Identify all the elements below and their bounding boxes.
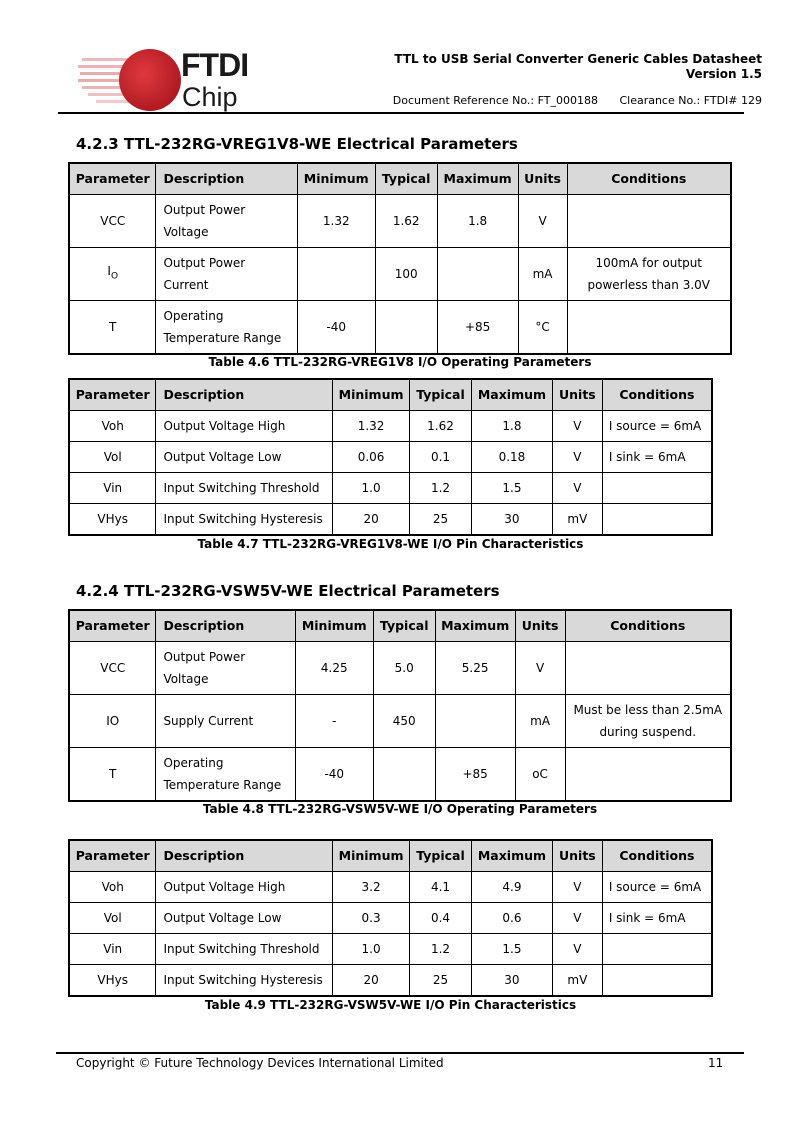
table-row (69, 442, 712, 473)
cell-typical: 1.62 (375, 195, 437, 248)
cell-description: Output Voltage High (156, 872, 333, 903)
col-parameter: Parameter (69, 610, 156, 642)
cell-maximum: 30 (471, 504, 552, 535)
cell-conditions (565, 748, 731, 801)
conditions-line: powerless than 3.0V (587, 278, 711, 292)
footer-divider (56, 1052, 744, 1054)
cell-typical: 0.1 (410, 442, 472, 473)
document-title-block (394, 52, 762, 82)
col-minimum: Minimum (333, 840, 410, 872)
col-typical: Typical (373, 610, 435, 642)
description-line: Voltage (163, 225, 209, 239)
description-line: Voltage (163, 672, 209, 686)
cell-minimum: 4.25 (295, 642, 373, 695)
col-minimum: Minimum (333, 379, 410, 411)
table-row (69, 504, 712, 535)
cell-units: V (552, 473, 602, 504)
cell-description: Input Switching Threshold (156, 934, 333, 965)
cell-parameter: Vin (69, 473, 156, 504)
cell-typical: 25 (410, 504, 472, 535)
col-conditions: Conditions (565, 610, 731, 642)
cell-description: Output Voltage High (156, 411, 333, 442)
col-typical: Typical (375, 163, 437, 195)
table-row (69, 301, 731, 354)
col-parameter: Parameter (69, 840, 156, 872)
cell-typical (375, 301, 437, 354)
cell-conditions (567, 301, 731, 354)
conditions-line: during suspend. (599, 725, 697, 739)
table-header-row (69, 163, 731, 195)
cell-description (156, 301, 297, 354)
cell-units: mV (552, 504, 602, 535)
section-heading: 4.2.4 TTL-232RG-VSW5V-WE Electrical Parameters (76, 582, 500, 600)
cell-parameter: VCC (69, 195, 156, 248)
parameter-symbol: I (107, 264, 111, 279)
col-maximum: Maximum (471, 840, 552, 872)
cell-conditions (567, 248, 731, 301)
table-row (69, 965, 712, 996)
col-units: Units (518, 163, 567, 195)
cell-typical: 1.2 (410, 473, 472, 504)
cell-conditions (567, 195, 731, 248)
table-4-9 (68, 839, 713, 997)
cell-units: V (552, 903, 602, 934)
description-line: Temperature Range (163, 330, 282, 345)
cell-minimum: 1.0 (333, 934, 410, 965)
description-line: Operating (163, 755, 224, 770)
cell-conditions: I source = 6mA (602, 872, 712, 903)
col-conditions: Conditions (602, 379, 712, 411)
footer-copyright: Copyright © Future Technology Devices International Limited (76, 1056, 444, 1070)
table-row (69, 642, 731, 695)
svg-text:Chip: Chip (182, 82, 238, 112)
col-parameter: Parameter (69, 379, 156, 411)
svg-text:FTDI: FTDI (181, 47, 248, 83)
table-row (69, 411, 712, 442)
cell-units: mA (515, 695, 565, 748)
cell-maximum: +85 (437, 301, 518, 354)
cell-minimum: 20 (333, 965, 410, 996)
description-line: Output Power (163, 256, 246, 270)
table-row (69, 195, 731, 248)
cell-parameter (69, 248, 156, 301)
conditions-line: Must be less than 2.5mA (573, 703, 723, 717)
cell-conditions (565, 695, 731, 748)
cell-typical: 25 (410, 965, 472, 996)
col-description: Description (156, 379, 333, 411)
col-parameter: Parameter (69, 163, 156, 195)
cell-typical: 0.4 (410, 903, 472, 934)
cell-parameter: T (69, 748, 156, 801)
table-header-row (69, 840, 712, 872)
cell-minimum: - (295, 695, 373, 748)
cell-parameter: VHys (69, 965, 156, 996)
col-maximum: Maximum (435, 610, 515, 642)
cell-maximum: 30 (471, 965, 552, 996)
cell-maximum: 5.25 (435, 642, 515, 695)
cell-description: Input Switching Threshold (156, 473, 333, 504)
cell-units: V (552, 934, 602, 965)
cell-conditions (602, 965, 712, 996)
col-minimum: Minimum (295, 610, 373, 642)
cell-typical (373, 748, 435, 801)
table-header-row (69, 379, 712, 411)
document-reference: Document Reference No.: FT_000188 (392, 94, 598, 107)
cell-parameter: IO (69, 695, 156, 748)
cell-units: °C (518, 301, 567, 354)
cell-conditions (565, 642, 731, 695)
cell-parameter: Vol (69, 903, 156, 934)
cell-maximum: +85 (435, 748, 515, 801)
cell-minimum: 1.32 (297, 195, 375, 248)
cell-maximum (437, 248, 518, 301)
description-line: Temperature Range (163, 777, 282, 792)
cell-parameter: VHys (69, 504, 156, 535)
col-maximum: Maximum (437, 163, 518, 195)
conditions-line: 100mA for output (595, 256, 703, 270)
document-title: TTL to USB Serial Converter Generic Cables Datasheet (394, 52, 762, 66)
cell-maximum: 0.18 (471, 442, 552, 473)
cell-units: V (552, 442, 602, 473)
cell-maximum: 1.5 (471, 473, 552, 504)
cell-typical: 1.2 (410, 934, 472, 965)
table-row (69, 248, 731, 301)
cell-parameter: T (69, 301, 156, 354)
cell-units: oC (515, 748, 565, 801)
col-description: Description (156, 840, 333, 872)
cell-description: Output Voltage Low (156, 442, 333, 473)
cell-parameter: Vol (69, 442, 156, 473)
table-row (69, 748, 731, 801)
cell-minimum: 0.06 (333, 442, 410, 473)
table-header-row (69, 610, 731, 642)
table-4-6 (68, 162, 732, 355)
cell-typical: 450 (373, 695, 435, 748)
cell-minimum: 1.32 (333, 411, 410, 442)
table-4-8 (68, 609, 732, 802)
cell-units: V (552, 872, 602, 903)
cell-conditions (602, 504, 712, 535)
table-row (69, 872, 712, 903)
description-line: Output Power (163, 203, 246, 217)
clearance-number: Clearance No.: FTDI# 129 (619, 94, 762, 107)
col-typical: Typical (410, 379, 472, 411)
cell-minimum: -40 (295, 748, 373, 801)
description-line: Output Power (163, 650, 246, 664)
cell-maximum: 1.5 (471, 934, 552, 965)
col-conditions: Conditions (567, 163, 731, 195)
cell-maximum: 4.9 (471, 872, 552, 903)
cell-description (156, 642, 295, 695)
cell-conditions: I source = 6mA (602, 411, 712, 442)
cell-parameter: Voh (69, 411, 156, 442)
cell-maximum: 1.8 (471, 411, 552, 442)
cell-maximum: 0.6 (471, 903, 552, 934)
col-description: Description (156, 610, 295, 642)
col-units: Units (515, 610, 565, 642)
cell-units: mV (552, 965, 602, 996)
cell-units: mA (518, 248, 567, 301)
cell-conditions: I sink = 6mA (602, 903, 712, 934)
cell-units: V (515, 642, 565, 695)
cell-typical: 1.62 (410, 411, 472, 442)
cell-maximum (435, 695, 515, 748)
cell-minimum: -40 (297, 301, 375, 354)
cell-description (156, 195, 297, 248)
description-line: Current (163, 278, 209, 292)
col-minimum: Minimum (297, 163, 375, 195)
cell-description: Output Voltage Low (156, 903, 333, 934)
cell-parameter: Vin (69, 934, 156, 965)
cell-description (156, 248, 297, 301)
document-reference-line (393, 94, 762, 107)
cell-minimum: 0.3 (333, 903, 410, 934)
document-version: Version 1.5 (685, 67, 762, 81)
ftdi-chip-logo (78, 44, 248, 114)
table-row (69, 934, 712, 965)
cell-maximum: 1.8 (437, 195, 518, 248)
page-number: 11 (708, 1056, 724, 1070)
table-caption: Table 4.8 TTL-232RG-VSW5V-WE I/O Operating Parameters (202, 802, 598, 816)
cell-units: V (552, 411, 602, 442)
cell-parameter: VCC (69, 642, 156, 695)
cell-minimum: 1.0 (333, 473, 410, 504)
table-caption: Table 4.7 TTL-232RG-VREG1V8-WE I/O Pin Characteristics (197, 537, 584, 551)
cell-typical: 4.1 (410, 872, 472, 903)
col-units: Units (552, 379, 602, 411)
cell-conditions (602, 473, 712, 504)
description-line: Operating (163, 308, 224, 323)
cell-conditions (602, 934, 712, 965)
table-row (69, 473, 712, 504)
cell-conditions: I sink = 6mA (602, 442, 712, 473)
col-conditions: Conditions (602, 840, 712, 872)
table-4-7 (68, 378, 713, 536)
col-typical: Typical (410, 840, 472, 872)
cell-typical: 5.0 (373, 642, 435, 695)
table-caption: Table 4.6 TTL-232RG-VREG1V8 I/O Operating Parameters (208, 355, 592, 369)
col-maximum: Maximum (471, 379, 552, 411)
col-units: Units (552, 840, 602, 872)
cell-parameter: Voh (69, 872, 156, 903)
table-caption: Table 4.9 TTL-232RG-VSW5V-WE I/O Pin Characteristics (204, 998, 577, 1012)
header-divider (58, 112, 744, 114)
col-description: Description (156, 163, 297, 195)
cell-minimum: 20 (333, 504, 410, 535)
table-row (69, 695, 731, 748)
cell-description: Input Switching Hysteresis (156, 504, 333, 535)
section-heading: 4.2.3 TTL-232RG-VREG1V8-WE Electrical Parameters (76, 135, 518, 153)
table-row (69, 903, 712, 934)
cell-typical: 100 (375, 248, 437, 301)
cell-minimum: 3.2 (333, 872, 410, 903)
cell-minimum (297, 248, 375, 301)
cell-units: V (518, 195, 567, 248)
cell-description: Supply Current (156, 695, 295, 748)
cell-description (156, 748, 295, 801)
cell-description: Input Switching Hysteresis (156, 965, 333, 996)
parameter-subscript: O (110, 271, 119, 282)
